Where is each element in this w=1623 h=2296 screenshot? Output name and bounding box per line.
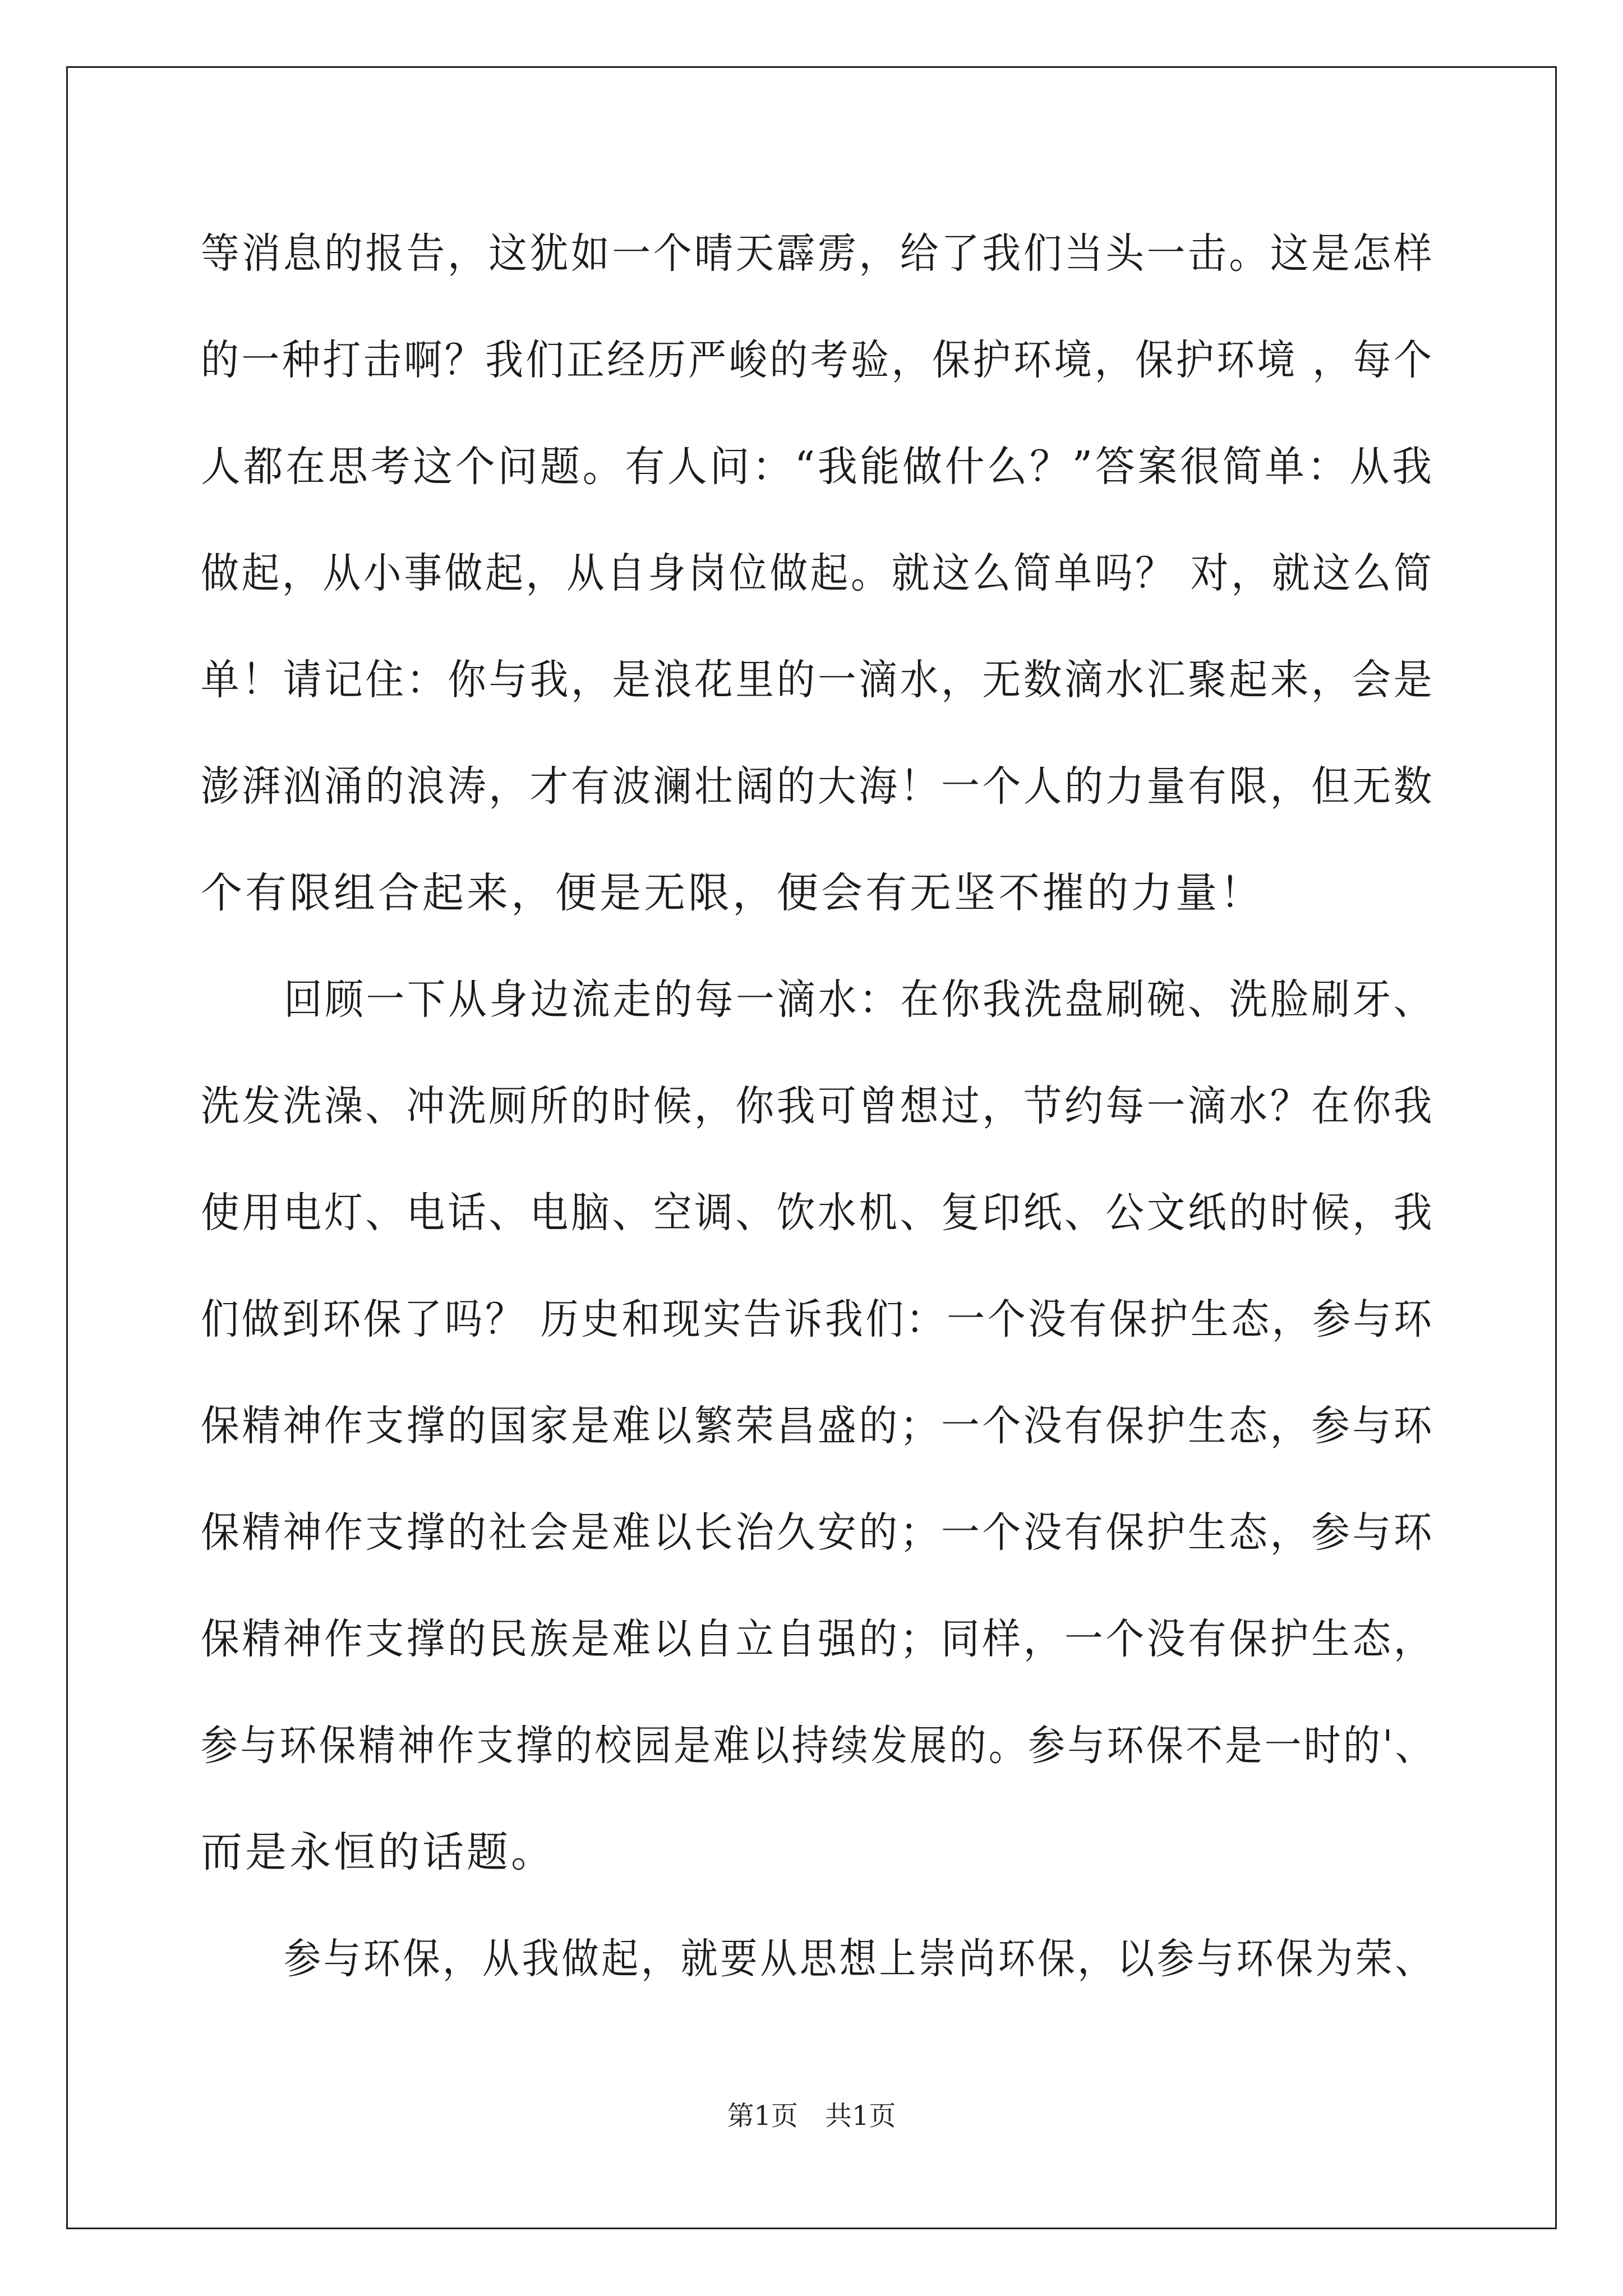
paragraph-first-line: 回顾一下从身边流走的每一滴水：在你我洗盘刷碗、洗脸刷牙、 xyxy=(284,976,1435,1024)
text-line: 做起，从小事做起，从自身岗位做起。就这么简单吗？ 对，就这么简 xyxy=(201,549,1435,597)
text-line: 参与环保精神作支撑的校园是难以持续发展的。参与环保不是一时的'、 xyxy=(201,1722,1435,1770)
text-line: 单！请记住：你与我，是浪花里的一滴水，无数滴水汇聚起来，会是 xyxy=(201,656,1435,704)
text-line: 人都在思考这个问题。有人问：“我能做什么？”答案很简单：从我 xyxy=(201,443,1435,491)
text-line: 而是永恒的话题。 xyxy=(201,1828,555,1876)
text-line: 澎湃汹涌的浪涛，才有波澜壮阔的大海！一个人的力量有限，但无数 xyxy=(201,762,1435,811)
text-line: 洗发洗澡、冲洗厕所的时候，你我可曾想过，节约每一滴水？在你我 xyxy=(201,1082,1435,1130)
page-footer xyxy=(0,2099,1623,2133)
text-line: 个有限组合起来，便是无限，便会有无坚不摧的力量！ xyxy=(201,869,1264,917)
page-total: 共1页 xyxy=(825,2100,896,2132)
text-line: 等消息的报告，这犹如一个晴天霹雳，给了我们当头一击。这是怎样 xyxy=(201,229,1435,278)
text-line: 的一种打击啊？我们正经历严峻的考验，保护环境，保护环境 ，每个 xyxy=(201,336,1435,384)
paragraph-first-line: 参与环保，从我做起，就要从思想上崇尚环保，以参与环保为荣、 xyxy=(284,1935,1435,1983)
text-line: 们做到环保了吗？ 历史和现实告诉我们：一个没有保护生态，参与环 xyxy=(201,1295,1435,1343)
text-line: 保精神作支撑的国家是难以繁荣昌盛的；一个没有保护生态，参与环 xyxy=(201,1402,1435,1450)
text-line: 使用电灯、电话、电脑、空调、饮水机、复印纸、公文纸的时候，我 xyxy=(201,1189,1435,1237)
text-line: 保精神作支撑的社会是难以长治久安的；一个没有保护生态，参与环 xyxy=(201,1508,1435,1557)
text-line: 保精神作支撑的民族是难以自立自强的；同样，一个没有保护生态， xyxy=(201,1615,1435,1663)
page-number: 第1页 xyxy=(727,2100,798,2132)
